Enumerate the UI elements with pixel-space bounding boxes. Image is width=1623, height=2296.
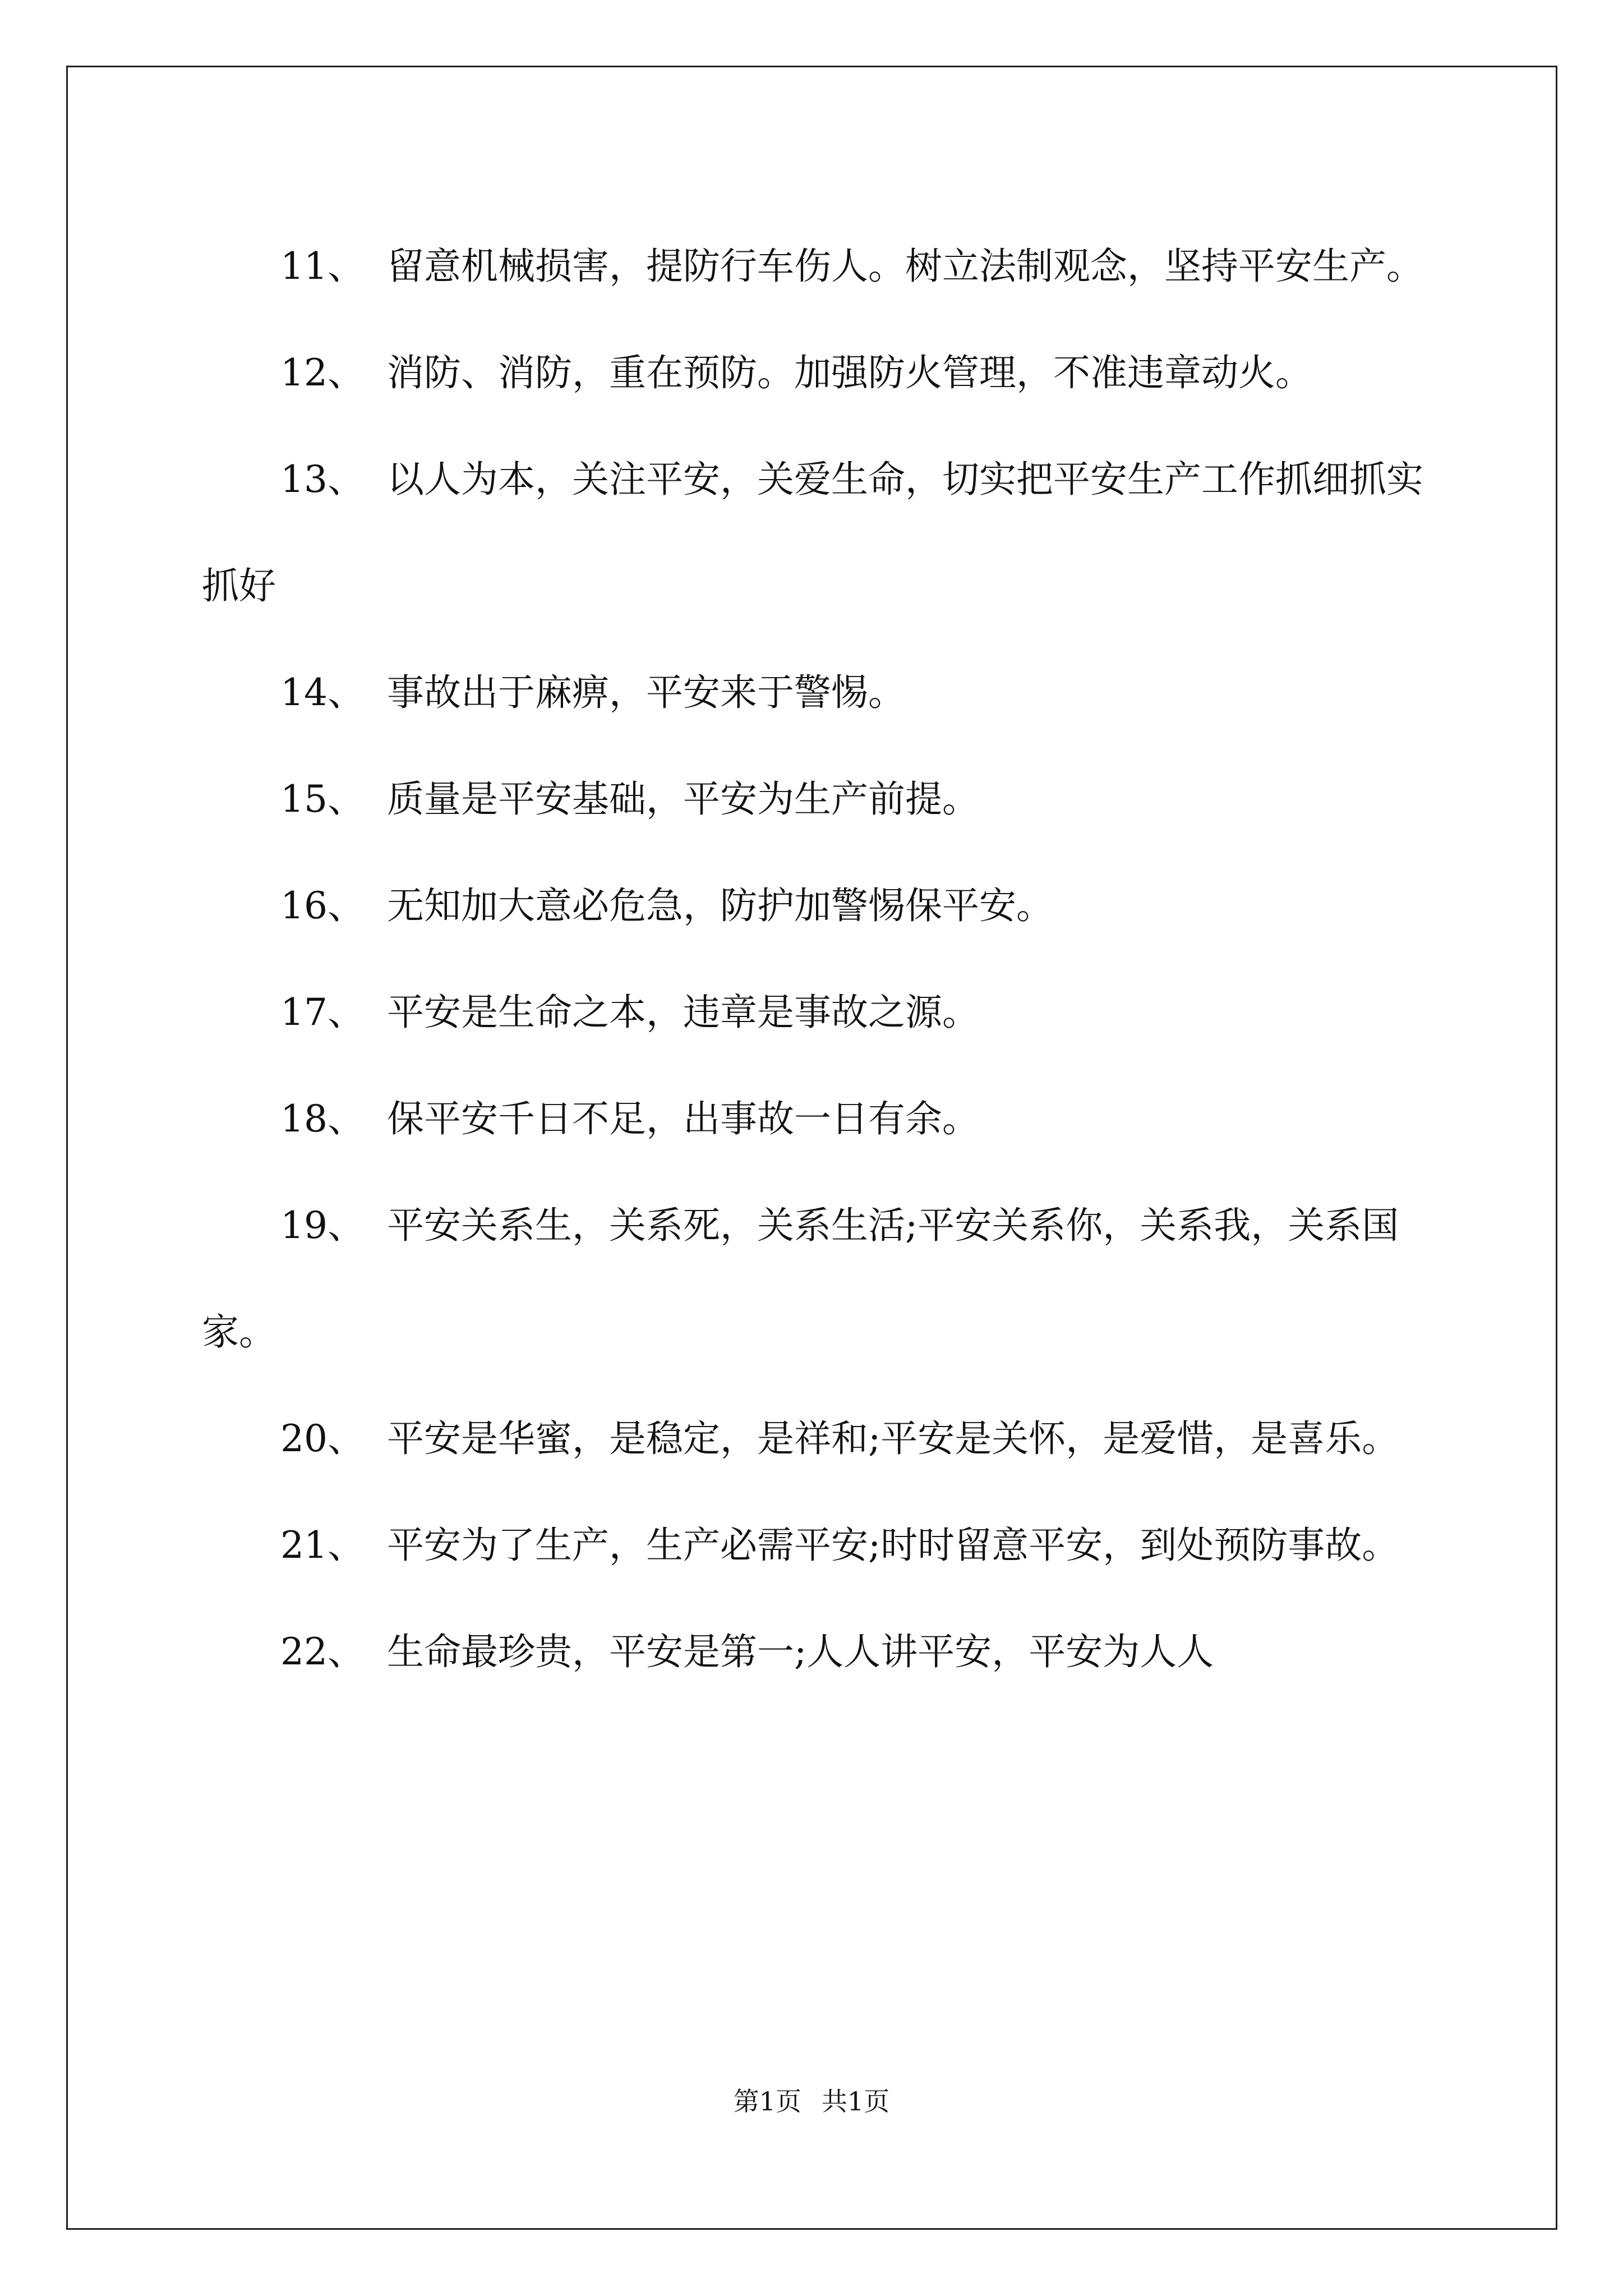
list-item-17	[202, 959, 1436, 1066]
item-text: 平安是华蜜，是稳定，是祥和;平安是关怀，是爱惜，是喜乐。	[387, 1417, 1399, 1460]
list-item-18	[202, 1066, 1436, 1172]
item-number: 19、	[280, 1204, 365, 1247]
list-item-14	[202, 639, 1436, 746]
item-text: 事故出于麻痹，平安来于警惕。	[387, 671, 905, 714]
list-item-16	[202, 853, 1436, 959]
document-body	[202, 213, 1436, 1705]
list-item-13	[202, 426, 1436, 639]
item-text: 平安关系生，关系死，关系生活;平安关系你，关系我，关系国家。	[202, 1204, 1399, 1354]
list-item-11	[202, 213, 1436, 320]
item-number: 16、	[280, 884, 365, 927]
item-text: 质量是平安基础，平安为生产前提。	[387, 777, 979, 821]
list-item-22	[202, 1599, 1436, 1705]
item-text: 生命最珍贵，平安是第一;人人讲平安，平安为人人	[387, 1630, 1214, 1673]
item-number: 12、	[280, 351, 365, 394]
list-item-19	[202, 1172, 1436, 1386]
list-item-20	[202, 1386, 1436, 1492]
item-number: 13、	[280, 458, 365, 501]
item-text: 无知加大意必危急，防护加警惕保平安。	[387, 884, 1053, 927]
item-text: 以人为本，关注平安，关爱生命，切实把平安生产工作抓细抓实抓好	[202, 458, 1423, 608]
item-number: 21、	[280, 1524, 365, 1567]
item-number: 20、	[280, 1417, 365, 1460]
page-footer	[0, 2081, 1623, 2118]
item-number: 18、	[280, 1097, 365, 1140]
item-text: 消防、消防，重在预防。加强防火管理，不准违章动火。	[387, 351, 1312, 394]
list-item-15	[202, 746, 1436, 853]
page-number: 第1页	[733, 2086, 801, 2116]
page-total: 共1页	[822, 2086, 890, 2116]
item-text: 留意机械损害，提防行车伤人。树立法制观念，坚持平安生产。	[387, 245, 1423, 288]
item-number: 14、	[280, 671, 365, 714]
item-text: 平安是生命之本，违章是事故之源。	[387, 991, 979, 1034]
item-number: 17、	[280, 991, 365, 1034]
list-item-21	[202, 1492, 1436, 1599]
list-item-12	[202, 320, 1436, 426]
item-text: 平安为了生产，生产必需平安;时时留意平安，到处预防事故。	[387, 1524, 1399, 1567]
item-text: 保平安千日不足，出事故一日有余。	[387, 1097, 979, 1140]
item-number: 11、	[280, 245, 365, 288]
item-number: 15、	[280, 777, 365, 821]
item-number: 22、	[280, 1630, 365, 1673]
